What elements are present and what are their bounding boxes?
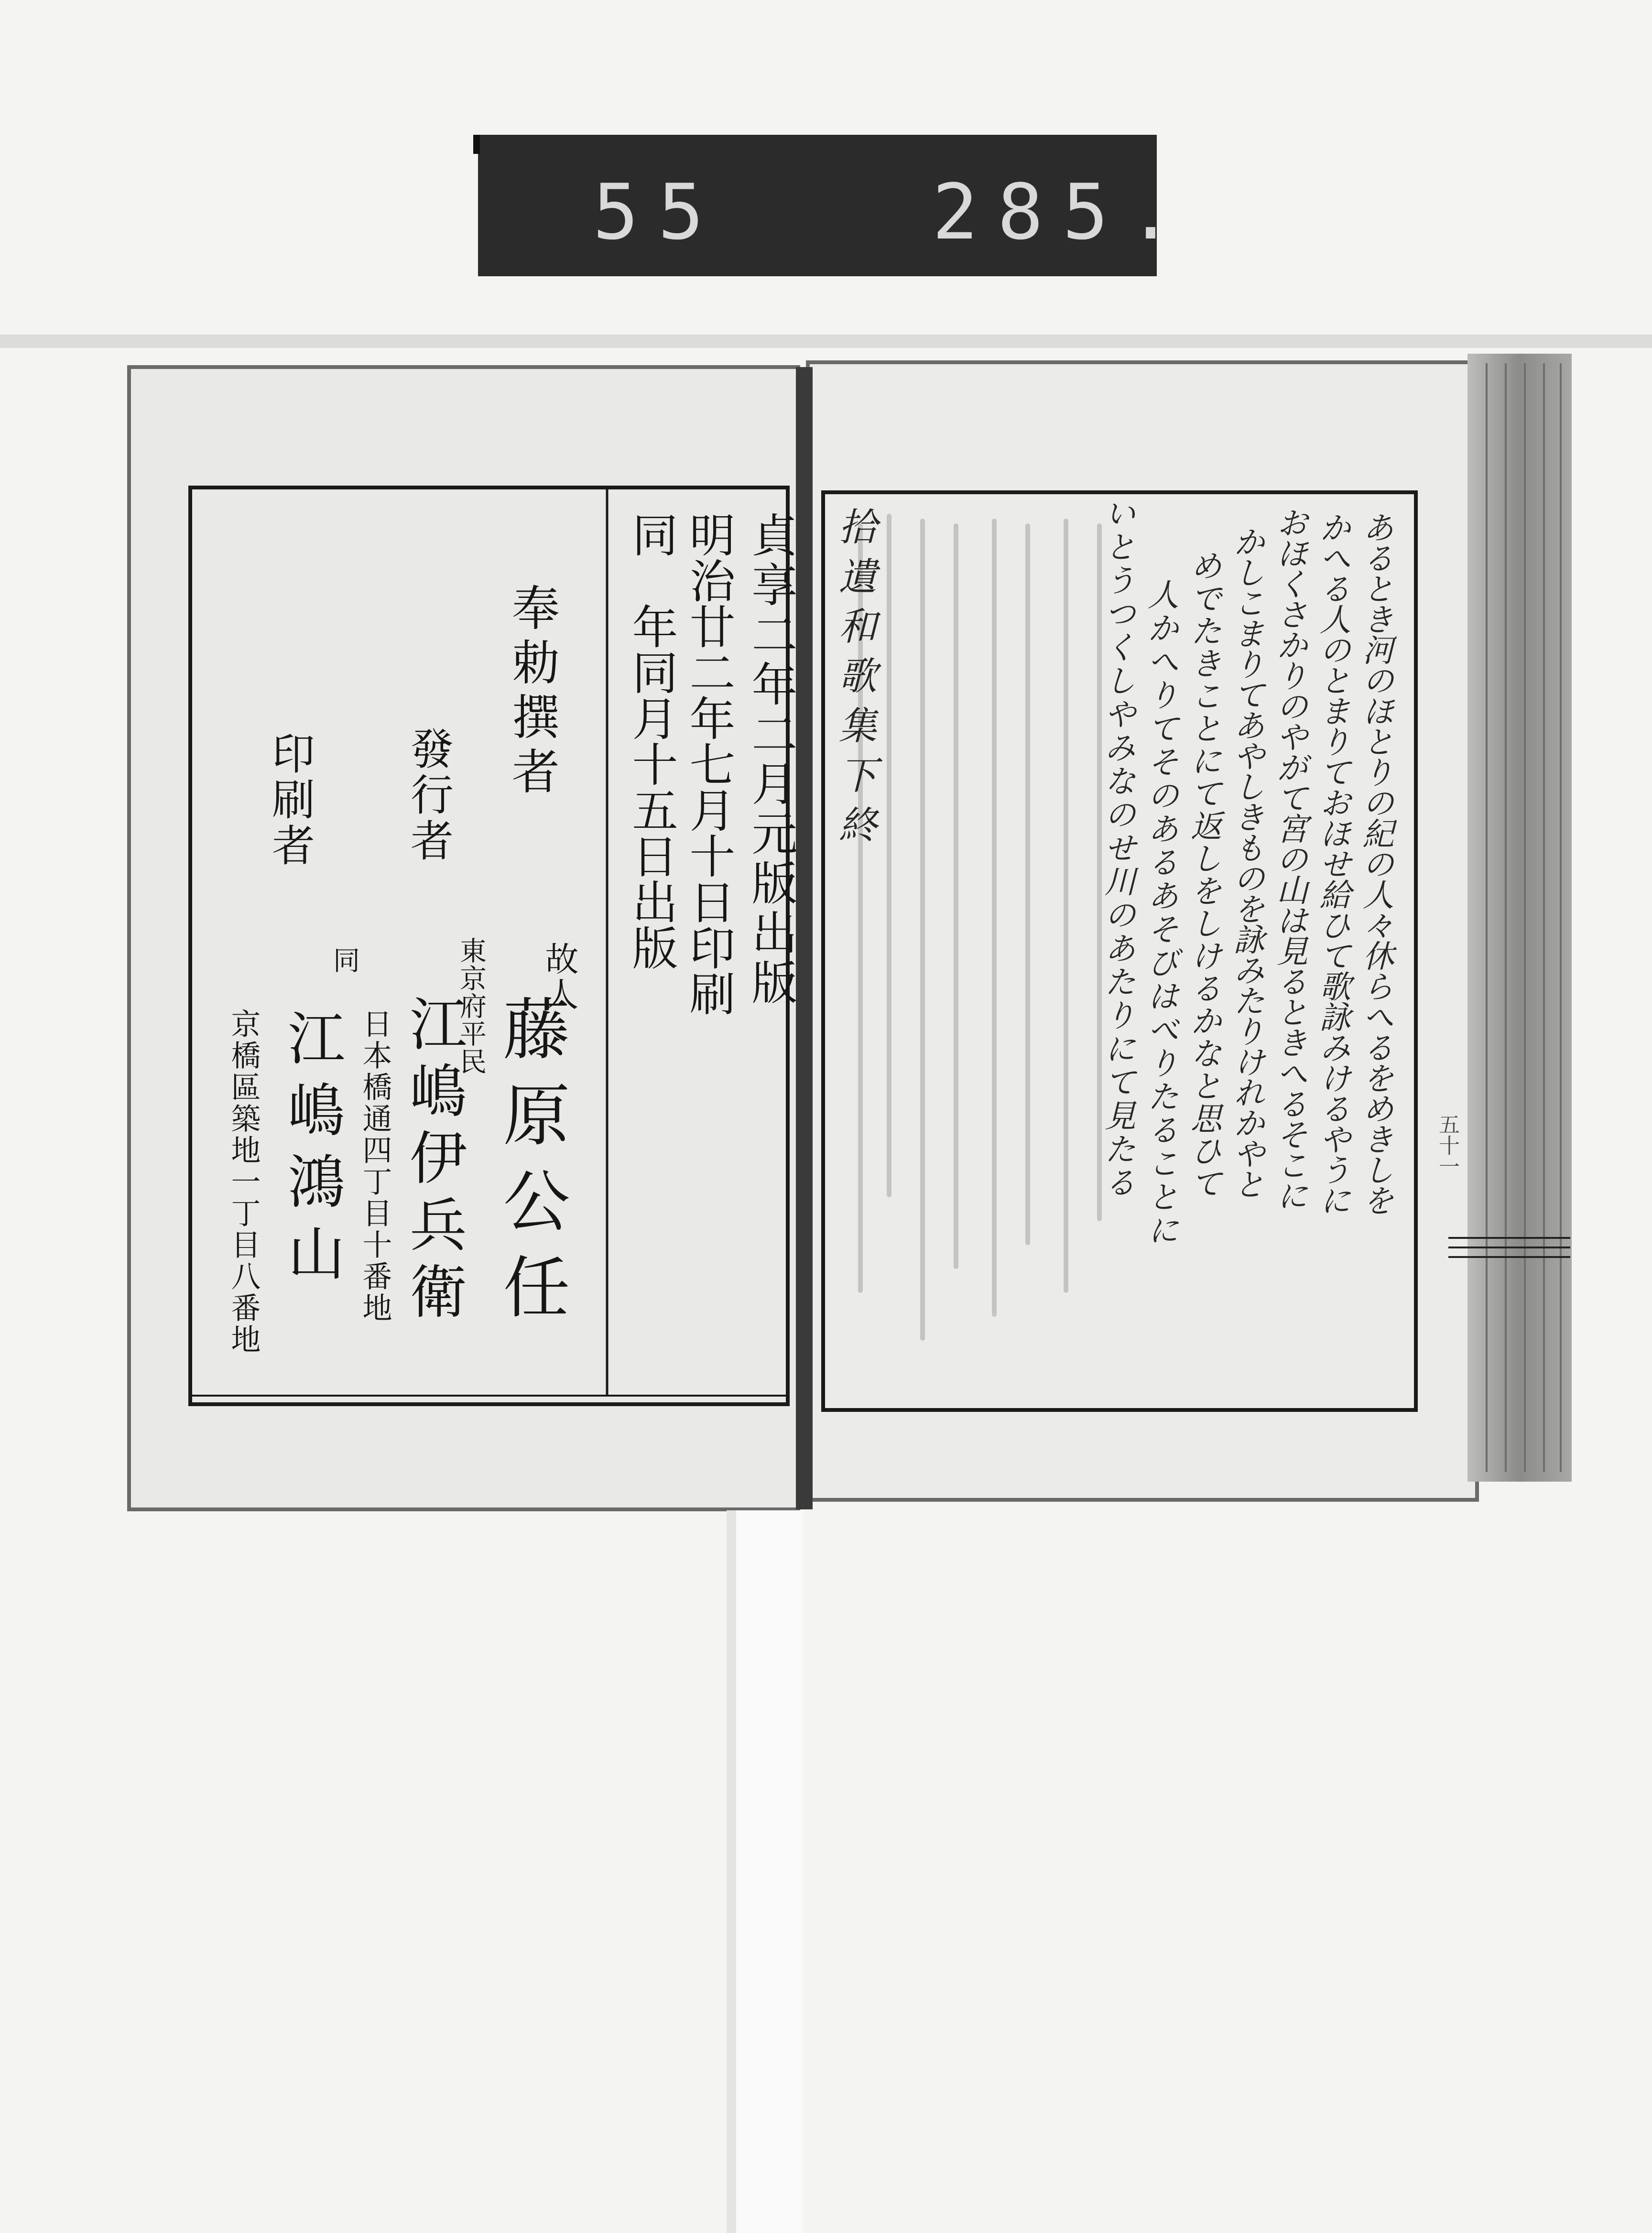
publisher-residence: 東京府平民 — [456, 937, 487, 1075]
page-stack-edge — [1467, 354, 1572, 1482]
label-number-left: 55 — [593, 167, 723, 257]
date-line-2: 明治廿二年七月十日印刷 — [682, 511, 736, 1016]
compiler-title: 奉勅撰者 — [504, 583, 560, 801]
printer-same: 同 — [329, 946, 360, 973]
publisher-title: 發行者 — [403, 726, 453, 864]
publisher-name: 江嶋伊兵衛 — [400, 994, 467, 1329]
text-line-5: めでたきことにて返しをしけるかなと思ひて — [1185, 550, 1222, 1200]
label-number-right: 285. — [932, 167, 1193, 257]
compiler-prefix: 故人 — [540, 942, 579, 1012]
text-line-1: あるとき河のほとりの紀の人々休らへるをめきしを — [1357, 511, 1394, 1215]
text-line-4: かしこまりてあやしきものを詠みたりけれかやと — [1228, 526, 1265, 1199]
page-number: 五十一 — [1435, 1114, 1459, 1177]
date-line-1: 貞享二年二月元版出版 — [744, 511, 798, 1008]
compiler-name: 藤原公任 — [492, 994, 570, 1338]
page-heading: 拾遺和歌集下終 — [832, 507, 877, 855]
printer-name: 江嶋鴻山 — [278, 1008, 345, 1295]
printer-address: 京橋區築地一丁目八番地 — [226, 1008, 261, 1355]
text-line-3: おほくさかりのやがて宮の山は見るときへるそこに — [1271, 507, 1308, 1210]
text-line-2: かへる人のとまりておほせ給ひて歌詠みけるやうに — [1314, 511, 1351, 1215]
date-line-3: 同 年同月十五日出版 — [625, 511, 678, 970]
text-line-7: いとうつくしやみなのせ川のあたりにて見たる — [1099, 497, 1136, 1200]
publisher-address: 日本橋通四丁目十番地 — [358, 1008, 392, 1324]
text-line-6: 人かへりてそのあるあそびはべりたることに — [1142, 578, 1179, 1247]
printer-title: 印刷者 — [264, 731, 315, 869]
